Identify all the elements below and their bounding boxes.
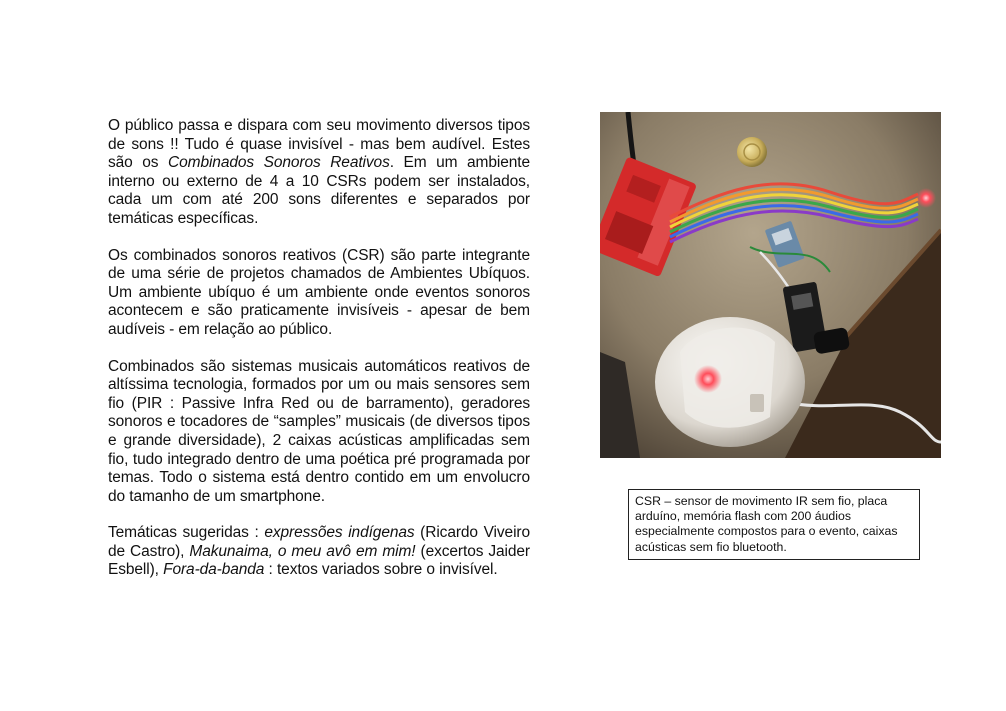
paragraph-themes	[108, 524, 530, 580]
intro-title-italic: Combinados Sonoros Reativos	[168, 154, 390, 172]
device-photo-illustration	[600, 112, 941, 458]
themes-text-part: (Ricardo Viveiro de Castro),	[108, 524, 530, 560]
themes-italic: Makunaima, o meu avô em mim!	[189, 542, 416, 560]
body-text	[108, 117, 530, 598]
intro-text-part: . Em um ambiente interno ou externo de 4 a 10 CSRs podem ser instalados, cada um com até 200 sons diferentes e separados por temáticas específicas.	[108, 154, 530, 227]
paragraph-system: Combinados são sistemas musicais automáticos reativos de altíssima tecnologia, formados por um ou mais sensores sem fio (PIR : Passive Infra Red ou de barramento), geradores sonoros e tocadores de “samples” musicais (de diversos tipos e grande diversidade), 2 caixas acústicas amplificadas sem fio, tudo integrado dentro de uma poética pré programada por temas. Todo o sistema está dentro contido em um envolucro do tamanho de um smartphone.	[108, 357, 530, 505]
pir-led	[694, 365, 722, 393]
pir-label	[750, 394, 764, 412]
pir-sensor	[655, 317, 805, 447]
themes-text-part: Temáticas sugeridas :	[108, 524, 265, 542]
coin	[737, 137, 767, 167]
themes-italic: Fora-da-banda	[163, 561, 265, 579]
themes-text-part: (excertos Jaider Esbell),	[108, 542, 530, 579]
paragraph-csr: Os combinados sonoros reativos (CSR) são parte integrante de uma série de projetos chamados de Ambientes Ubíquos. Um ambiente ubíquo é um ambiente onde eventos sonoros acontecem e são praticamente invisíveis - apesar de bem audíveis - em relação ao público.	[108, 246, 530, 338]
paragraph-intro	[108, 117, 530, 229]
themes-italic: expressões indígenas	[264, 524, 415, 542]
device-photo	[600, 112, 941, 458]
indicator-led	[916, 188, 936, 208]
photo-caption: CSR – sensor de movimento IR sem fio, placa arduíno, memória flash com 200 áudios especialmente compostos para o evento, caixas acústicas sem fio bluetooth.	[628, 489, 920, 560]
themes-text-part: : textos variados sobre o invisível.	[264, 561, 498, 579]
intro-text-part: O público passa e dispara com seu movimento diversos tipos de sons !! Tudo é quase invisível - mas bem audível. Estes são os	[108, 117, 530, 172]
